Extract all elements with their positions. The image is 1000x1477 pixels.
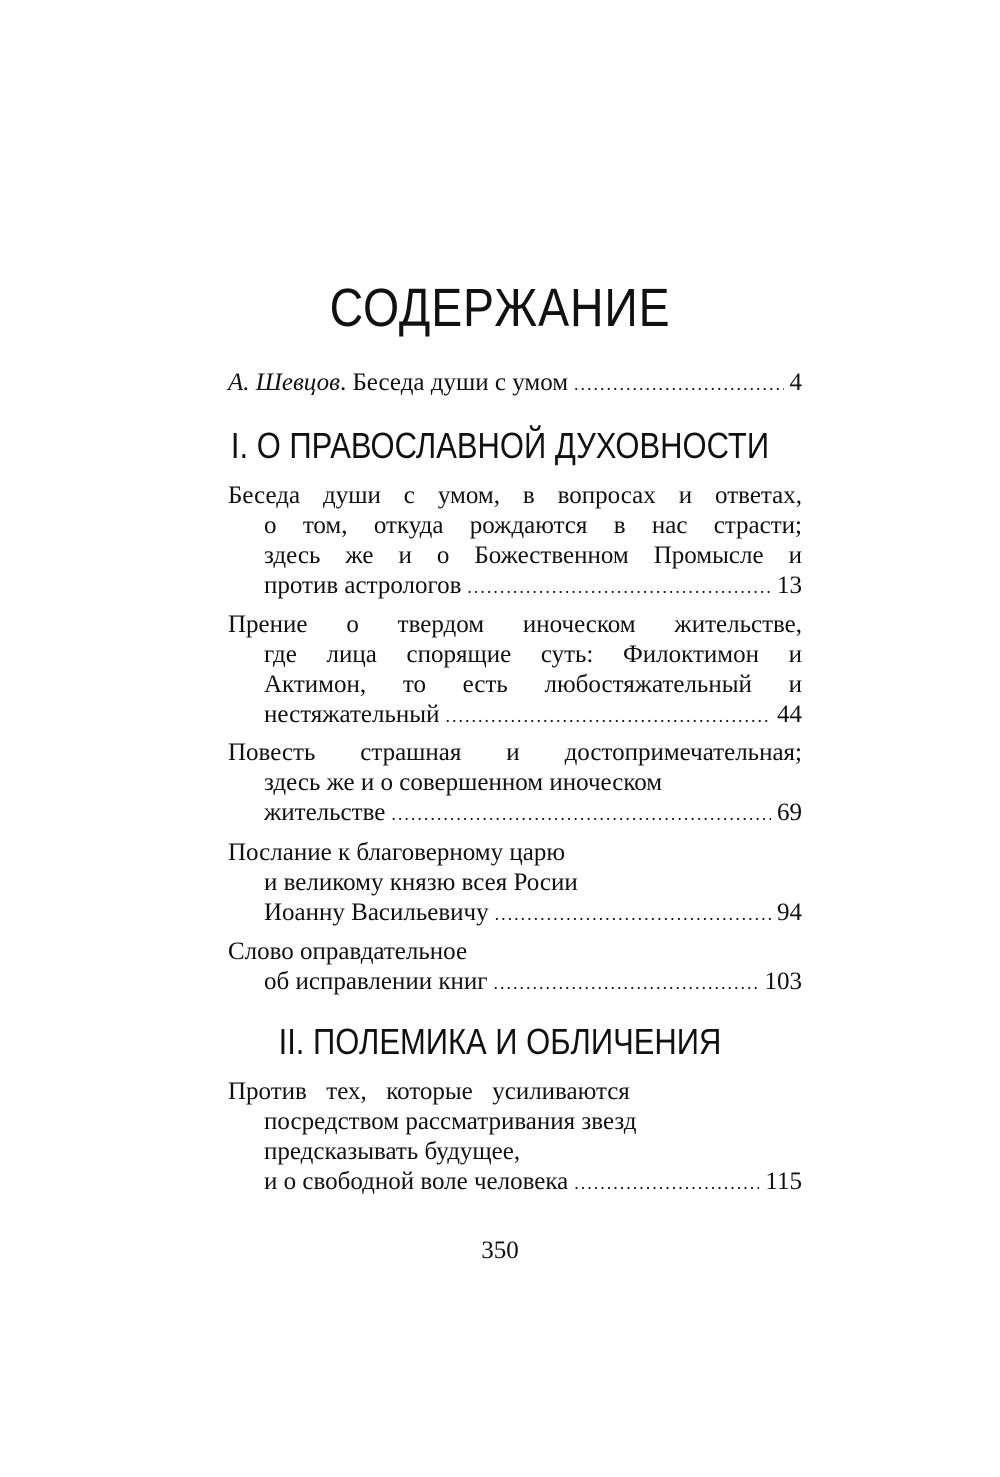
- section-heading-1: I. О ПРАВОСЛАВНОЙ ДУХОВНОСТИ: [230, 425, 770, 466]
- page-number: 115: [765, 1168, 802, 1195]
- toc-line: [228, 1137, 802, 1167]
- toc-entry-text: и великому князю всея Росии: [264, 869, 578, 896]
- toc-entry-text: Иоанну Васильевичу: [264, 899, 489, 926]
- preface-title: . Беседа души с умом: [339, 369, 569, 396]
- toc-entry-text: против астрологов: [264, 572, 462, 599]
- dot-leader: [574, 1168, 759, 1198]
- toc-entry-text: Беседа души с умом, в вопросах и ответах,: [228, 482, 802, 509]
- toc-entry-text: где лица спорящие суть: Филоктимон и: [264, 641, 802, 668]
- dot-leader: [574, 369, 783, 399]
- toc-line: [228, 1167, 802, 1197]
- page-number: 69: [777, 799, 802, 826]
- page-number: 94: [777, 899, 802, 926]
- toc-line: [228, 868, 802, 898]
- page-title: СОДЕРЖАНИЕ: [329, 278, 671, 338]
- toc-line: [228, 640, 802, 670]
- toc-entry-text: нестяжательный: [264, 701, 440, 728]
- dot-leader: [494, 968, 759, 998]
- toc-entry-text: [228, 368, 568, 398]
- toc-entry: [228, 738, 802, 828]
- toc-line: [228, 670, 802, 700]
- toc-entry-text: Повесть страшная и достопримечательная;: [228, 739, 802, 766]
- toc-entry-text: здесь же и о совершенном иноческом: [264, 769, 663, 796]
- toc-line: [228, 838, 802, 868]
- toc-entry-text: здесь же и о Божественном Промысле и: [264, 542, 802, 569]
- toc-line: [228, 768, 802, 798]
- toc-preface: [228, 368, 802, 398]
- toc-entry-text: предсказывать будущее,: [264, 1138, 521, 1165]
- toc-line: [228, 1077, 802, 1107]
- toc-line: [228, 511, 802, 541]
- toc-line: [228, 368, 802, 398]
- toc-entry: [228, 937, 802, 997]
- toc-entry-text: Слово оправдательное: [228, 938, 468, 965]
- toc-entry: [228, 610, 802, 730]
- toc-entry: [228, 838, 802, 928]
- toc-entry-text: Против тех, которые усиливаются: [228, 1078, 630, 1105]
- toc-entry-text: об исправлении книг: [264, 968, 488, 995]
- toc-line: [228, 798, 802, 828]
- toc-line: [228, 937, 802, 967]
- page-number: 13: [777, 572, 802, 599]
- toc-line: [228, 1107, 802, 1137]
- author-name: А. Шевцов: [228, 369, 340, 396]
- page-number: 103: [764, 968, 802, 995]
- toc-entry-text: посредством рассматривания звезд: [264, 1108, 637, 1135]
- dot-leader: [495, 899, 771, 929]
- toc-line: [228, 541, 802, 571]
- dot-leader: [445, 701, 771, 731]
- toc-line: [228, 571, 802, 601]
- toc-entry-text: Послание к благоверному царю: [228, 839, 566, 866]
- toc-entry: [228, 1077, 802, 1197]
- dot-leader: [467, 572, 771, 602]
- toc-entry-text: о том, откуда рождаются в нас страсти;: [264, 512, 802, 539]
- toc-line: [228, 610, 802, 640]
- toc-line: [228, 700, 802, 730]
- toc-entry-text: и о свободной воле человека: [264, 1168, 569, 1195]
- section-heading-2: II. ПОЛЕМИКА И ОБЛИЧЕНИЯ: [278, 1021, 722, 1062]
- folio-page-number: 350: [481, 1237, 519, 1264]
- page-number: 4: [789, 369, 802, 396]
- toc-entry-text: жительстве: [264, 799, 386, 826]
- toc-line: [228, 898, 802, 928]
- dot-leader: [391, 799, 771, 829]
- toc-line: [228, 481, 802, 511]
- toc-entry: [228, 481, 802, 601]
- toc-entry-text: Актимон, то есть любостяжательный и: [264, 671, 802, 698]
- toc-line: [228, 738, 802, 768]
- page-number: 44: [777, 701, 802, 728]
- toc-line: [228, 967, 802, 997]
- toc-entry-text: Прение о твердом иноческом жительстве,: [228, 611, 802, 638]
